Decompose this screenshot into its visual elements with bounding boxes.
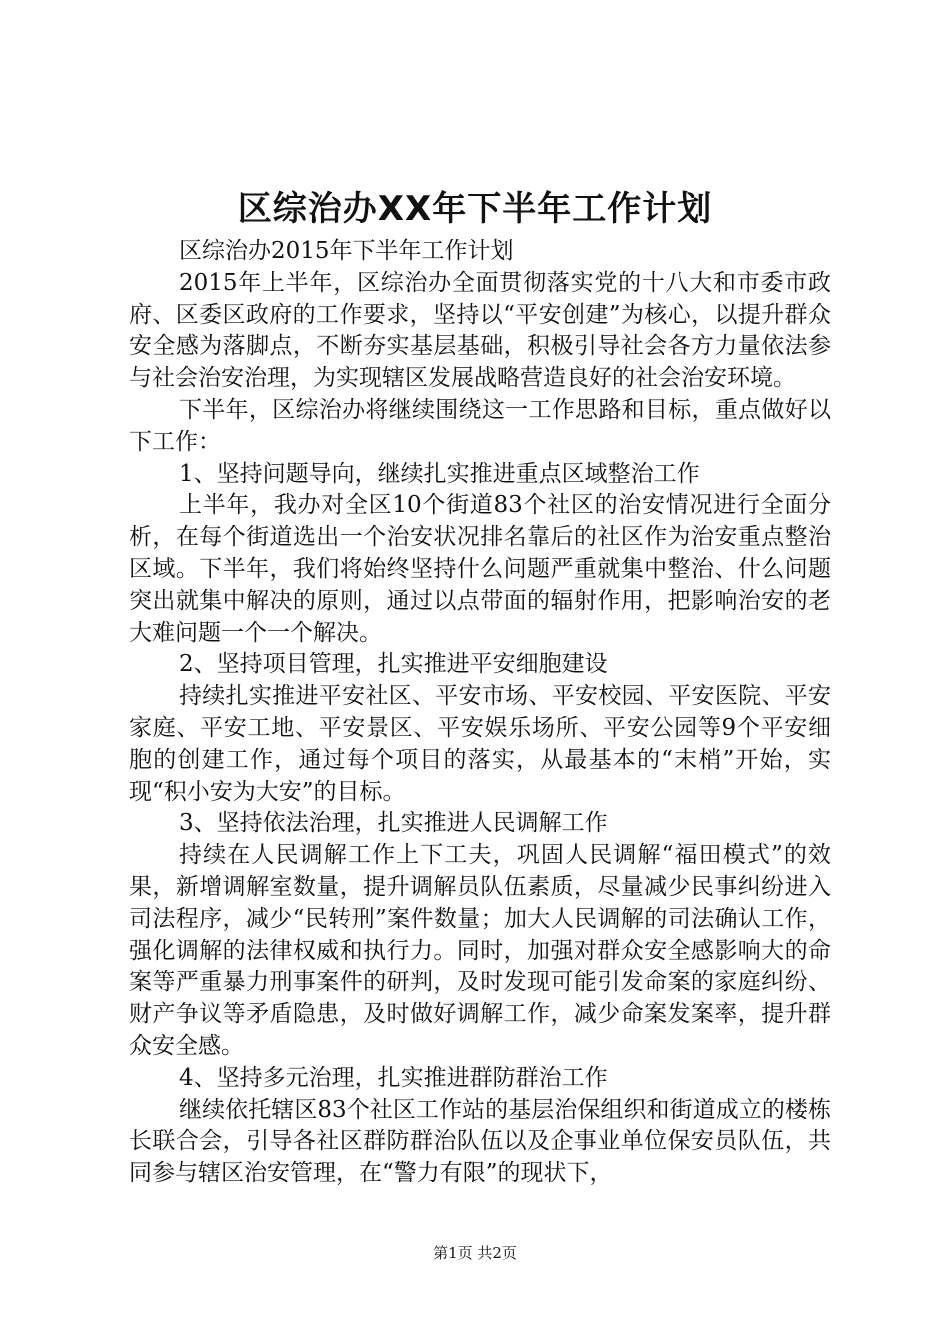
- paragraph-second-half: 下半年，区综治办将继续围绕这一工作思路和目标，重点做好以下工作：: [129, 396, 831, 455]
- section-heading-1: 1、坚持问题导向，继续扎实推进重点区域整治工作: [179, 460, 700, 487]
- section-heading-3: 3、坚持依法治理，扎实推进人民调解工作: [179, 810, 608, 837]
- section-heading-2: 2、坚持项目管理，扎实推进平安细胞建设: [179, 651, 608, 678]
- section-heading-4: 4、坚持多元治理，扎实推进群防群治工作: [179, 1064, 608, 1091]
- subtitle-paragraph: 区综治办2015年下半年工作计划: [179, 238, 514, 264]
- section-body-3: 持续在人民调解工作上下工夫，巩固人民调解“福田模式”的效果，新增调解室数量，提升调解员队伍素质，尽量减少民事纠纷进入司法程序，减少“民转刑”案件数量；加大人民调解的司法确认工作，强化调解的法律权威和执行力。同时，加强对群众安全感影响大的命案等严重暴力刑事案件的研判，及时发现可能引发命案的家庭纠纷、财产争议等矛盾隐患，及时做好调解工作，减少命案发案率，提升群众安全感。: [129, 842, 831, 1059]
- section-body-1: 上半年，我办对全区10个街道83个社区的治安情况进行全面分析，在每个街道选出一个治安状况排名靠后的社区作为治安重点整治区域。下半年，我们将始终坚持什么问题严重就集中整治、什么问题突出就集中解决的原则，通过以点带面的辐射作用，把影响治安的老大难问题一个一个解决。: [129, 492, 831, 646]
- section-body-2: 持续扎实推进平安社区、平安市场、平安校园、平安医院、平安家庭、平安工地、平安景区、平安娱乐场所、平安公园等9个平安细胞的创建工作，通过每个项目的落实，从最基本的“末梢”开始，实现“积小安为大安”的目标。: [129, 683, 831, 805]
- section-body-4: 继续依托辖区83个社区工作站的基层治保组织和街道成立的楼栋长联合会，引导各社区群防群治队伍以及企事业单位保安员队伍，共同参与辖区治安管理，在“警力有限”的现状下，: [129, 1096, 831, 1187]
- page-footer: 第1页 共2页: [433, 1244, 517, 1262]
- paragraph-intro: 2015年上半年，区综治办全面贯彻落实党的十八大和市委市政府、区委区政府的工作要求，坚持以“平安创建”为核心，以提升群众安全感为落脚点，不断夯实基层基础，积极引导社会各方力量依法参与社会治安治理，为实现辖区发展战略营造良好的社会治安环境。: [129, 269, 831, 392]
- document-title: 区综治办XX年下半年工作计划: [237, 189, 713, 229]
- document-body: [129, 236, 831, 1190]
